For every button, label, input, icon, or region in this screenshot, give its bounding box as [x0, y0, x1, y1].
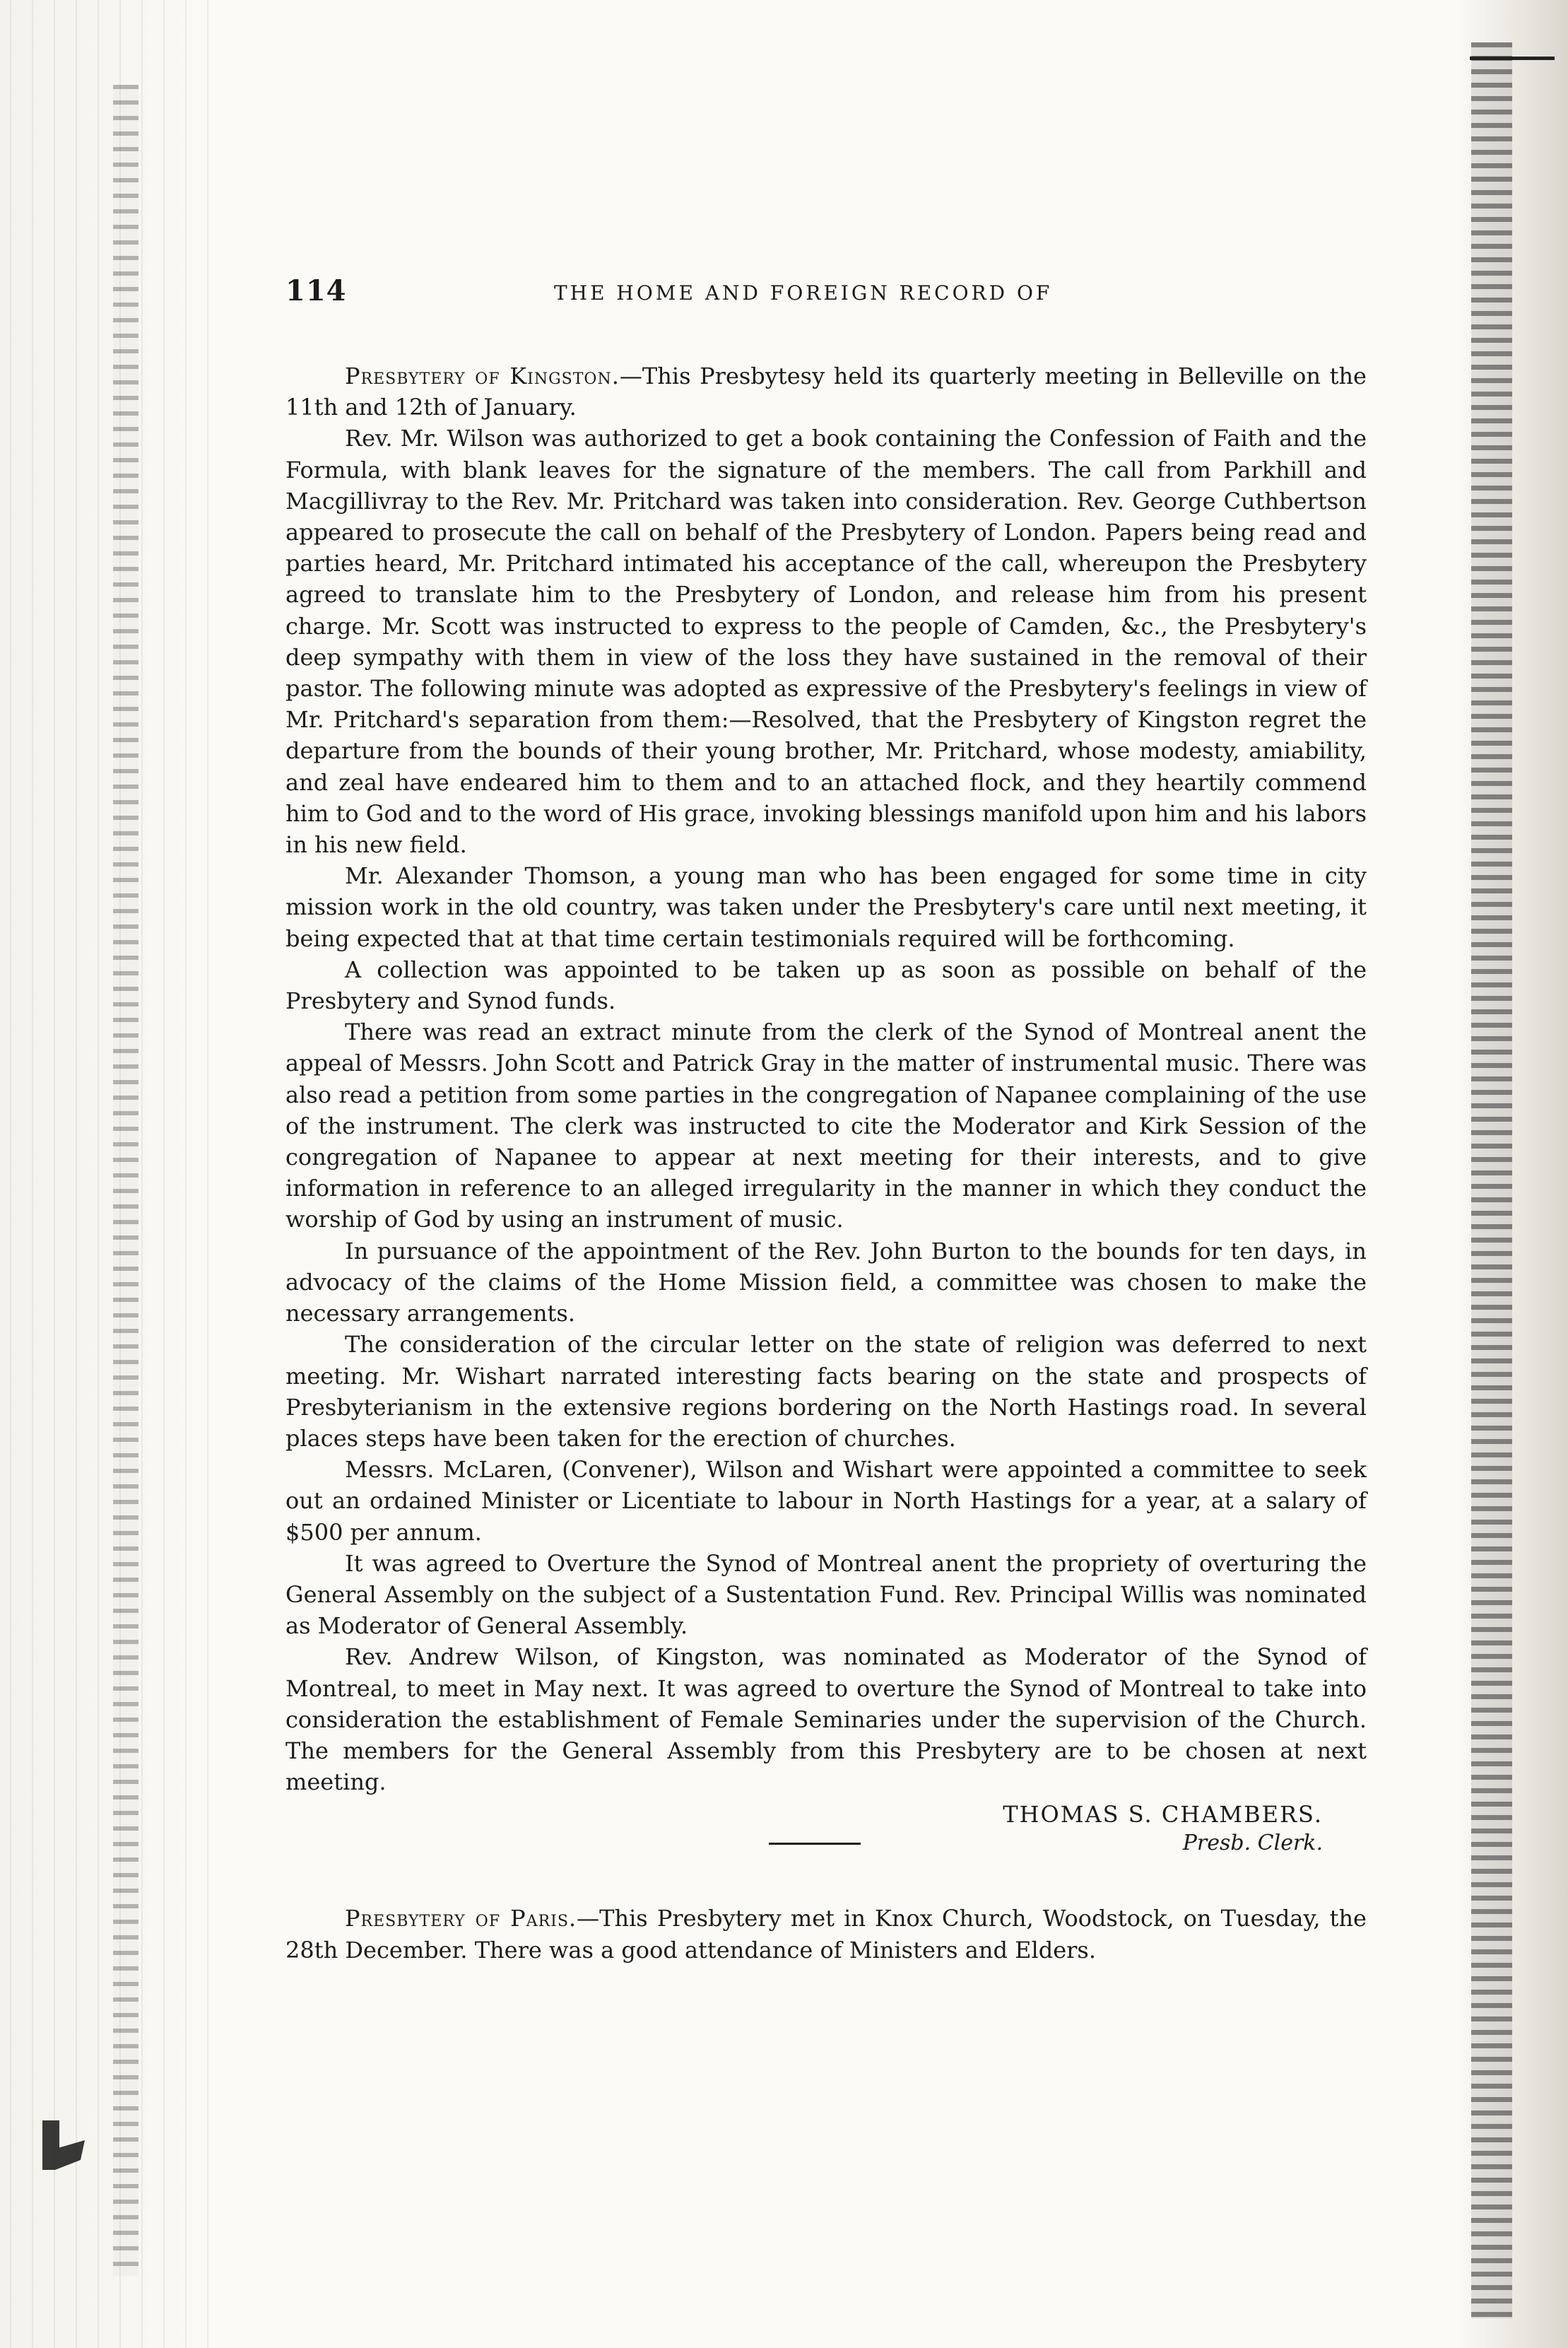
kingston-paragraph: Rev. Mr. Wilson was authorized to get a book containing the Confession of Faith and the Formula, with blank leaves for the signature of the members. The call from Parkhill and Macgillivray to the Rev. Mr. Pritchard was taken into consideration. Rev. George Cuthbertson appeared to prosecute the call on behalf of the Presbytery of London. Papers being read and parties heard, Mr. Pritchard intimated his acceptance of the call, whereupon the Presbytery agreed to translate him to the Presbytery of London, and release him from his present charge. Mr. Scott was instructed to express to the people of Camden, &c., the Presbytery's deep sympathy with them in view of the loss they have sustained in the removal of their pastor. The following minute was adopted as expressive of the Presbytery's feelings in view of Mr. Pritchard's separation from them:—Resolved, that the Presbytery of Kingston regret the departure from the bounds of their young brother, Mr. Pritchard, whose modesty, amiability, and zeal have endeared him to them and to an attached flock, and they heartily commend him to God and to the word of His grace, invoking blessings manifold upon him and his labors in his new field.: [285, 425, 1367, 859]
paris-text: —This Presbytery met in Knox Church, Woodstock, on Tuesday, the 28th December. There was a good attendance of Ministers and Elders.: [285, 1905, 1367, 1963]
kingston-paragraph: A collection was appointed to be taken up as soon as possible on behalf of the Presbytery and Synod funds.: [285, 956, 1367, 1015]
kingston-paragraph: There was read an extract minute from the clerk of the Synod of Montreal anent the appeal of Messrs. John Scott and Patrick Gray in the matter of instrumental music. There was also read a petition from some parties in the congregation of Napanee complaining of the use of the instrument. The clerk was instructed to cite the Moderator and Kirk Session of the congregation of Napanee to appear at next meeting for their interests, and to give information in reference to an alleged irregularity in the manner in which they conduct the worship of God by using an instrument of music.: [285, 1019, 1367, 1233]
signature-name: THOMAS S. CHAMBERS.: [1003, 1801, 1323, 1828]
paris-heading: Presbytery of Paris.: [345, 1905, 577, 1932]
page-content: [285, 274, 1367, 1966]
paris-paragraph: [285, 1903, 1367, 1965]
kingston-intro-paragraph: [285, 360, 1367, 423]
left-binding-shadow: [0, 0, 219, 2348]
page-header: [285, 274, 1367, 315]
binding-mark: [42, 2120, 85, 2170]
left-gutter-texture: [113, 85, 138, 2276]
kingston-intro-text: —This Presbytesy held its quarterly meeting in Belleville on the 11th and 12th of January.: [285, 363, 1367, 421]
page-number: 114: [285, 274, 347, 307]
signature-title: Presb. Clerk.: [1182, 1831, 1323, 1856]
paris-report: [285, 1903, 1367, 1965]
kingston-paragraph: The consideration of the circular letter on the state of religion was deferred to next meeting. Mr. Wishart narrated interesting facts bearing on the state and prospects of Presbyterianism in the extensive regions bordering on the North Hastings road. In several places steps have been taken for the erection of churches.: [285, 1331, 1367, 1452]
kingston-paragraph: It was agreed to Overture the Synod of Montreal anent the propriety of overturing the General Assembly on the subject of a Sustentation Fund. Rev. Principal Willis was nominated as Moderator of General Assembly.: [285, 1549, 1367, 1640]
kingston-paragraph: Rev. Andrew Wilson, of Kingston, was nominated as Moderator of the Synod of Montreal, to meet in May next. It was agreed to overture the Synod of Montreal to take into consideration the establishment of Female Seminaries under the supervision of the Church. The members for the General Assembly from this Presbytery are to be chosen at next meeting.: [285, 1643, 1367, 1796]
right-binding-shadow: [1456, 0, 1568, 2348]
kingston-paragraph: Mr. Alexander Thomson, a young man who has been engaged for some time in city mission work in the old country, was taken under the Presbytery's care until next meeting, it being expected that at that time certain testimonials required will be forthcoming.: [285, 862, 1367, 952]
kingston-heading: Presbytery of Kingston.: [345, 363, 620, 389]
running-head: THE HOME AND FOREIGN RECORD OF: [554, 281, 1053, 305]
right-edge-rule: [1470, 57, 1555, 60]
kingston-paragraph: Messrs. McLaren, (Convener), Wilson and Wishart were appointed a committee to seek out an ordained Minister or Licentiate to labour in North Hastings for a year, at a salary of $500 per annum.: [285, 1456, 1367, 1546]
kingston-report: [285, 360, 1367, 1797]
section-divider: [769, 1843, 861, 1845]
kingston-paragraph: In pursuance of the appointment of the Rev. John Burton to the bounds for ten days, in advocacy of the claims of the Home Mission field, a committee was chosen to make the necessary arrangements.: [285, 1237, 1367, 1327]
right-spine-texture: [1471, 42, 1512, 2318]
